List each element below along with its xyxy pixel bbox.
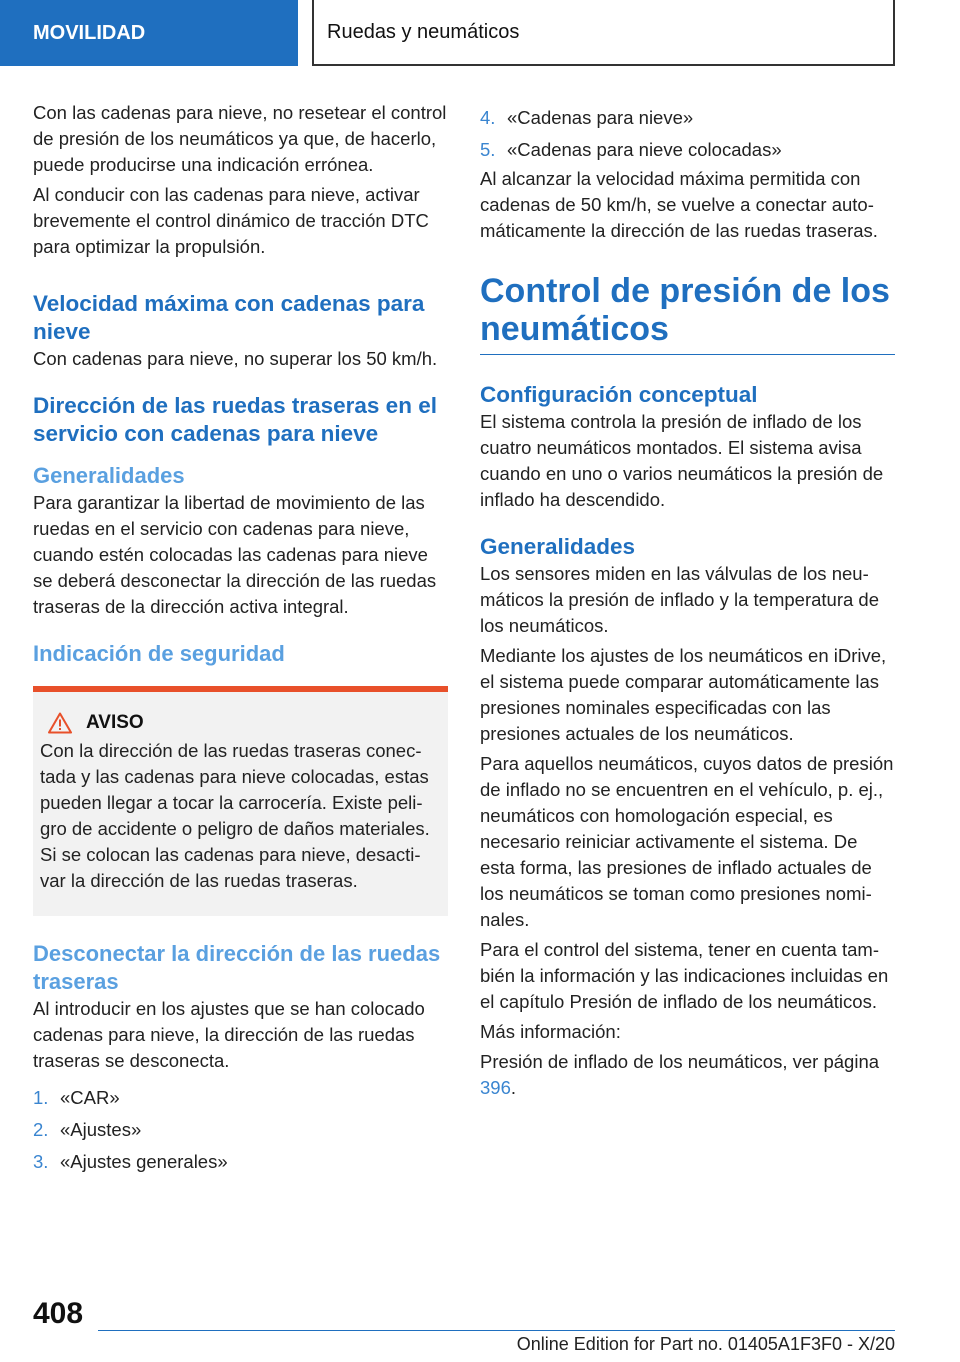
paragraph: Al introducir en los ajustes que se han colocado cadenas para nieve, la dirección de las ruedas traseras se desconecta. (33, 998, 425, 1071)
warning-box (33, 686, 448, 916)
steps-list-continued (480, 102, 895, 166)
paragraph: El sistema controla la presión de inflado de los cuatro neumáticos montados. El sistema avisa cuando en uno o varios neumáticos la presión de inflado ha descendido. (480, 411, 884, 510)
footer-divider (98, 1330, 895, 1331)
warning-title: AVISO (86, 712, 144, 733)
list-item (480, 134, 895, 166)
chapter-title: Ruedas y neumáticos (327, 20, 520, 43)
step-number: 1. (33, 1087, 49, 1108)
paragraph: Con cadenas para nieve, no superar los 50 km/h. (33, 348, 438, 369)
paragraph: Para aquellos neumáticos, cuyos datos de presión de inflado no se encuentren en el vehículo, p. ej., neumáticos con homologación especial, es necesario reiniciar activamente el sistema. De esta forma, las presiones de inflado actuales de los neumáticos se toman como presiones nominales. (480, 753, 894, 930)
heading-concept: Configuración conceptual (480, 382, 758, 407)
paragraph: Al conducir con las cadenas para nieve, activar brevemente el control dinámico de tracción DTC para optimizar la propulsión. (33, 184, 429, 257)
list-item (33, 1146, 448, 1178)
left-column (33, 100, 448, 1178)
chapter-header (312, 0, 895, 66)
heading-general: Generalidades (33, 463, 185, 488)
heading-disconnect: Desconectar la dirección de las ruedas traseras (33, 941, 441, 994)
heading-safety: Indicación de seguridad (33, 641, 285, 666)
step-number: 2. (33, 1119, 49, 1140)
step-number: 4. (480, 107, 496, 128)
main-heading: Control de presión de los neumáticos (480, 272, 895, 355)
page-link[interactable]: 396 (480, 1077, 511, 1098)
paragraph: Para garantizar la libertad de movimiento de las ruedas en el servicio con cadenas para nieve, cuando estén colocadas las cadenas para nieve se deberá desconectar la dirección de las ruedas traseras de la dirección activa integral. (33, 492, 437, 617)
step-text: «CAR» (60, 1087, 120, 1108)
paragraph: Al alcanzar la velocidad máxima permitida con cadenas de 50 km/h, se vuelve a conectar automáticamente la dirección de las ruedas traseras. (480, 168, 878, 241)
step-text: «Cadenas para nieve colocadas» (507, 139, 782, 160)
step-text: «Ajustes generales» (60, 1151, 228, 1172)
warning-text: Con la dirección de las ruedas traseras conectada y las cadenas para nieve colocadas, estas pueden llegar a tocar la carrocería. Existe peligro de accidente o peligro de daños materiales. Si se colocan las cadenas para nieve, desactivar la dirección de las ruedas traseras. (40, 740, 430, 891)
reference-end: . (510, 1077, 517, 1098)
reference-text: Presión de inflado de los neumáticos, ver página (480, 1051, 880, 1072)
edition-text: Online Edition for Part no. 01405A1F3F0 - X/20 (516, 1334, 895, 1354)
page-number: 408 (33, 1297, 84, 1330)
step-number: 3. (33, 1151, 49, 1172)
list-item (33, 1082, 448, 1114)
paragraph: Los sensores miden en las válvulas de los neumáticos la presión de inflado y la temperatura de los neumáticos. (480, 563, 879, 636)
step-text: «Ajustes» (60, 1119, 142, 1140)
step-text: «Cadenas para nieve» (507, 107, 694, 128)
heading-rear-steering: Dirección de las ruedas traseras en el servicio con cadenas para nieve (33, 393, 437, 446)
footer-edition (517, 1334, 895, 1355)
warning-header (40, 712, 440, 734)
right-column (480, 100, 895, 1105)
steps-list (33, 1082, 448, 1178)
reference-paragraph (480, 1049, 895, 1101)
paragraph: Para el control del sistema, tener en cuenta también la información y las indicaciones incluidas en el capítulo Presión de inflado de los neumáticos. (480, 939, 889, 1012)
section-title: MOVILIDAD (33, 21, 146, 44)
paragraph: Con las cadenas para nieve, no resetear el control de presión de los neumáticos ya que, de hacerlo, puede producirse una indicación errónea. (33, 102, 447, 175)
heading-max-speed: Velocidad máxima con cadenas para nieve (33, 291, 425, 344)
paragraph: Más información: (480, 1021, 621, 1042)
warning-triangle-icon (48, 712, 72, 734)
section-tab (0, 0, 298, 66)
heading-general-right: Generalidades (480, 534, 636, 559)
paragraph: Mediante los ajustes de los neumáticos en iDrive, el sistema puede comparar automáticamente las presiones nominales especificadas con las presiones actuales de los neumáticos. (480, 645, 887, 744)
step-number: 5. (480, 139, 496, 160)
list-item (480, 102, 895, 134)
list-item (33, 1114, 448, 1146)
